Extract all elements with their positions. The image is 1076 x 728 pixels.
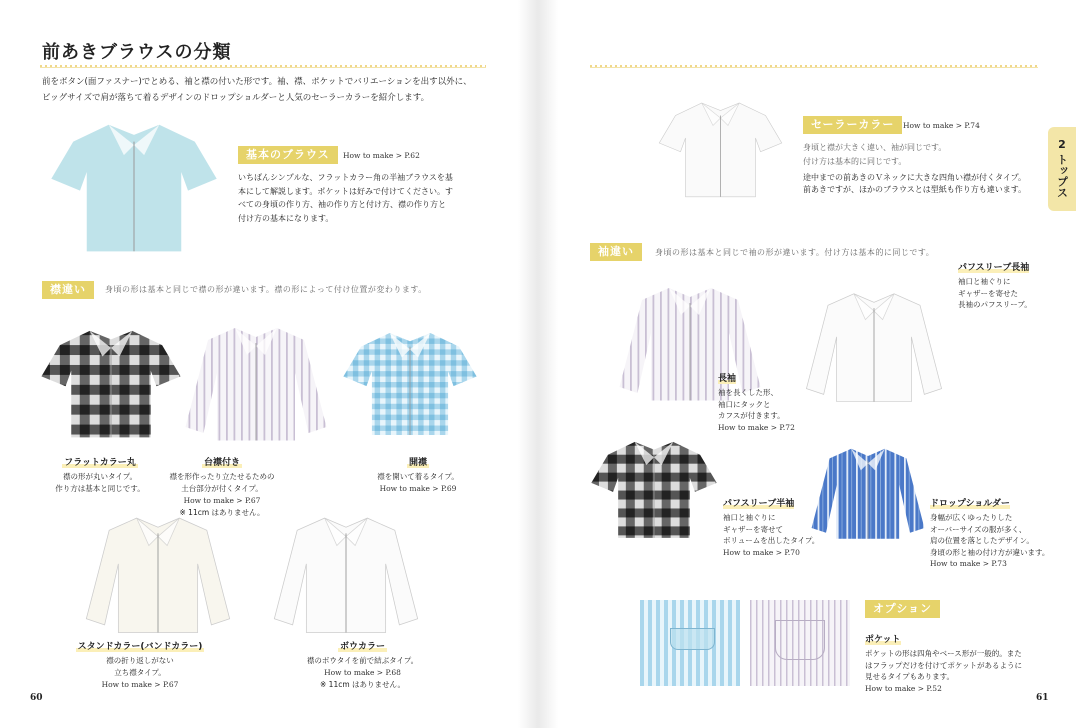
how-to-link[interactable]: How to make > P.68 bbox=[324, 668, 401, 677]
how-to-link[interactable]: How to make > P.69 bbox=[379, 484, 457, 493]
item-puff-long bbox=[958, 255, 1032, 311]
item-name: 長袖 bbox=[718, 371, 736, 384]
item-name: ボウカラー bbox=[338, 639, 387, 652]
item-line: 襟を開いて着るタイプ。 bbox=[377, 472, 459, 481]
item-line: 土台部分が付くタイプ。 bbox=[181, 484, 263, 493]
item-name: ドロップショルダー bbox=[930, 496, 1010, 509]
drop-shoulder-photo bbox=[808, 422, 928, 562]
how-to-link[interactable]: How to make > P.52 bbox=[865, 683, 942, 693]
how-to-link[interactable]: How to make > P.72 bbox=[718, 422, 795, 432]
collar-section-desc: 身頃の形は基本と同じで襟の形が違います。襟の形によって付け位置が変わります。 bbox=[105, 285, 427, 294]
sailor-collar-photo bbox=[648, 98, 793, 198]
item-flat-collar-round bbox=[40, 450, 160, 495]
page-number-right: 61 bbox=[1036, 693, 1049, 703]
item-line: 襟の折り返しがない bbox=[106, 656, 174, 665]
item-line: カフスが付きます。 bbox=[718, 411, 785, 420]
sailor-summary bbox=[803, 141, 946, 169]
desc-line: べての身頃の作り方、袖の作り方と付け方、襟の作り方と bbox=[238, 200, 446, 209]
pocket-closeup-gingham bbox=[640, 600, 740, 686]
sailor-collar-label: セーラーカラー bbox=[803, 116, 902, 134]
item-line: 身頃の形と袖の付け方が違います。 bbox=[930, 547, 1050, 557]
puff-long-sleeve-photo bbox=[790, 288, 958, 403]
desc-line: 途中までの前あきのＶネックに大きな四角い襟が付くタイプ。 bbox=[803, 173, 1026, 182]
item-name: 開襟 bbox=[407, 455, 429, 468]
page-number-left: 60 bbox=[30, 693, 43, 703]
basic-blouse-photo bbox=[40, 118, 228, 253]
sleeve-section-desc: 身頃の形は基本と同じで袖の形が違います。付け方は基本的に同じです。 bbox=[655, 248, 935, 257]
sailor-how-to-link[interactable]: How to make > P.74 bbox=[903, 121, 980, 130]
summary-line: 身頃と襟が大きく違い、袖が同じです。 bbox=[803, 143, 947, 152]
item-line: 作り方は基本と同じです。 bbox=[55, 484, 145, 493]
sailor-description bbox=[803, 172, 1026, 196]
item-line: 立ち襟タイプ。 bbox=[114, 668, 166, 677]
item-puff-short bbox=[723, 491, 819, 558]
item-line: オーバーサイズの服が多く、 bbox=[930, 524, 1027, 534]
how-to-link[interactable]: How to make > P.67 bbox=[101, 680, 179, 689]
item-line: 袖口と袖ぐりに bbox=[723, 513, 776, 522]
item-line: 襟を形作ったり立たせるための bbox=[169, 472, 275, 481]
open-collar-photo bbox=[342, 322, 478, 442]
basic-blouse-label: 基本のブラウス bbox=[238, 146, 338, 164]
desc-line: 本にして解説します。ポケットは好みで付けてください。す bbox=[238, 186, 453, 196]
puff-short-sleeve-photo bbox=[590, 428, 718, 548]
flat-collar-round-photo bbox=[40, 322, 182, 442]
basic-blouse-description bbox=[238, 171, 453, 225]
basic-blouse-how-to-link[interactable]: How to make > P.62 bbox=[343, 151, 420, 160]
item-line: 襟のボウタイを前で結ぶタイプ。 bbox=[306, 656, 419, 665]
collar-section-label: 襟違い bbox=[42, 281, 94, 299]
how-to-link[interactable]: How to make > P.70 bbox=[723, 547, 800, 557]
item-name: フラットカラー丸 bbox=[62, 455, 138, 468]
item-pocket bbox=[865, 627, 1022, 694]
title-divider bbox=[40, 65, 486, 68]
item-name: ポケット bbox=[865, 632, 901, 645]
item-line: 見せるタイプもあります。 bbox=[865, 672, 955, 681]
intro-text bbox=[42, 74, 472, 106]
item-line: 身幅が広くゆったりした bbox=[930, 513, 1013, 522]
intro-line: 前をボタン(面ファスナー)でとめる、袖と襟の付いた形です。袖、襟、ポケットでバリエーションを出す以外に、 bbox=[42, 77, 472, 87]
how-to-link[interactable]: How to make > P.73 bbox=[930, 559, 1007, 568]
title-divider-right bbox=[590, 65, 1038, 68]
item-line: はフラップだけを付けてポケットがあるように bbox=[865, 660, 1022, 670]
chapter-number: 2 bbox=[1058, 138, 1066, 151]
stand-collar-base-photo bbox=[178, 322, 334, 442]
item-line: 袖口にタックと bbox=[718, 399, 771, 409]
bow-collar-photo bbox=[258, 512, 434, 634]
item-line: ポケットの形は四角やベース形が一般的。また bbox=[865, 649, 1022, 658]
intro-line: ビッグサイズで肩が落ちて着るデザインのドロップショルダーと人気のセーラーカラーを紹介します。 bbox=[42, 93, 430, 103]
item-name: スタンドカラー(バンドカラー) bbox=[76, 639, 205, 652]
item-line: 襟の形が丸いタイプ。 bbox=[62, 472, 138, 481]
item-name: パフスリーブ半袖 bbox=[723, 496, 794, 509]
chapter-tab-tops[interactable] bbox=[1048, 127, 1076, 211]
item-line: ギャザーを寄せた bbox=[958, 288, 1018, 298]
pocket-closeup-stripe bbox=[750, 600, 850, 686]
item-note: ※ 11cm はありません。 bbox=[320, 680, 405, 689]
item-name: 台襟付き bbox=[202, 455, 242, 468]
desc-line: いちばんシンプルな、フラットカラー角の半袖ブラウスを基 bbox=[238, 173, 453, 182]
item-line: 長袖のパフスリーブ。 bbox=[958, 300, 1032, 309]
item-long-sleeve bbox=[718, 366, 795, 433]
item-note: ※ 11cm はありません。 bbox=[179, 508, 265, 517]
item-line: 肩の位置を落としたデザイン。 bbox=[930, 536, 1034, 545]
how-to-link[interactable]: How to make > P.67 bbox=[183, 496, 261, 505]
stand-collar-photo bbox=[62, 512, 254, 634]
item-open-collar bbox=[358, 450, 478, 495]
desc-line: 前あきですが、ほかのブラウスとは型紙も作り方も違います。 bbox=[803, 185, 1027, 194]
option-label: オプション bbox=[865, 600, 940, 618]
desc-line: 付け方の基本になります。 bbox=[238, 213, 334, 223]
summary-line: 付け方は基本的に同じです。 bbox=[803, 157, 907, 166]
item-line: 袖を長くした形、 bbox=[718, 388, 778, 397]
item-line: ギャザーを寄せて bbox=[723, 524, 783, 534]
item-bow-collar bbox=[300, 634, 425, 691]
item-name: パフスリーブ長袖 bbox=[958, 260, 1029, 273]
item-line: 袖口と袖ぐりに bbox=[958, 277, 1011, 286]
page-gutter bbox=[518, 0, 558, 728]
sleeve-section-label: 袖違い bbox=[590, 243, 642, 261]
page-title: 前あきブラウスの分類 bbox=[42, 42, 232, 63]
item-drop-shoulder bbox=[930, 491, 1049, 570]
chapter-label: トップス bbox=[1055, 154, 1069, 198]
item-line: ボリュームを出したタイプ。 bbox=[723, 536, 820, 545]
item-stand-collar bbox=[70, 634, 210, 691]
item-collar-stand bbox=[160, 450, 284, 519]
